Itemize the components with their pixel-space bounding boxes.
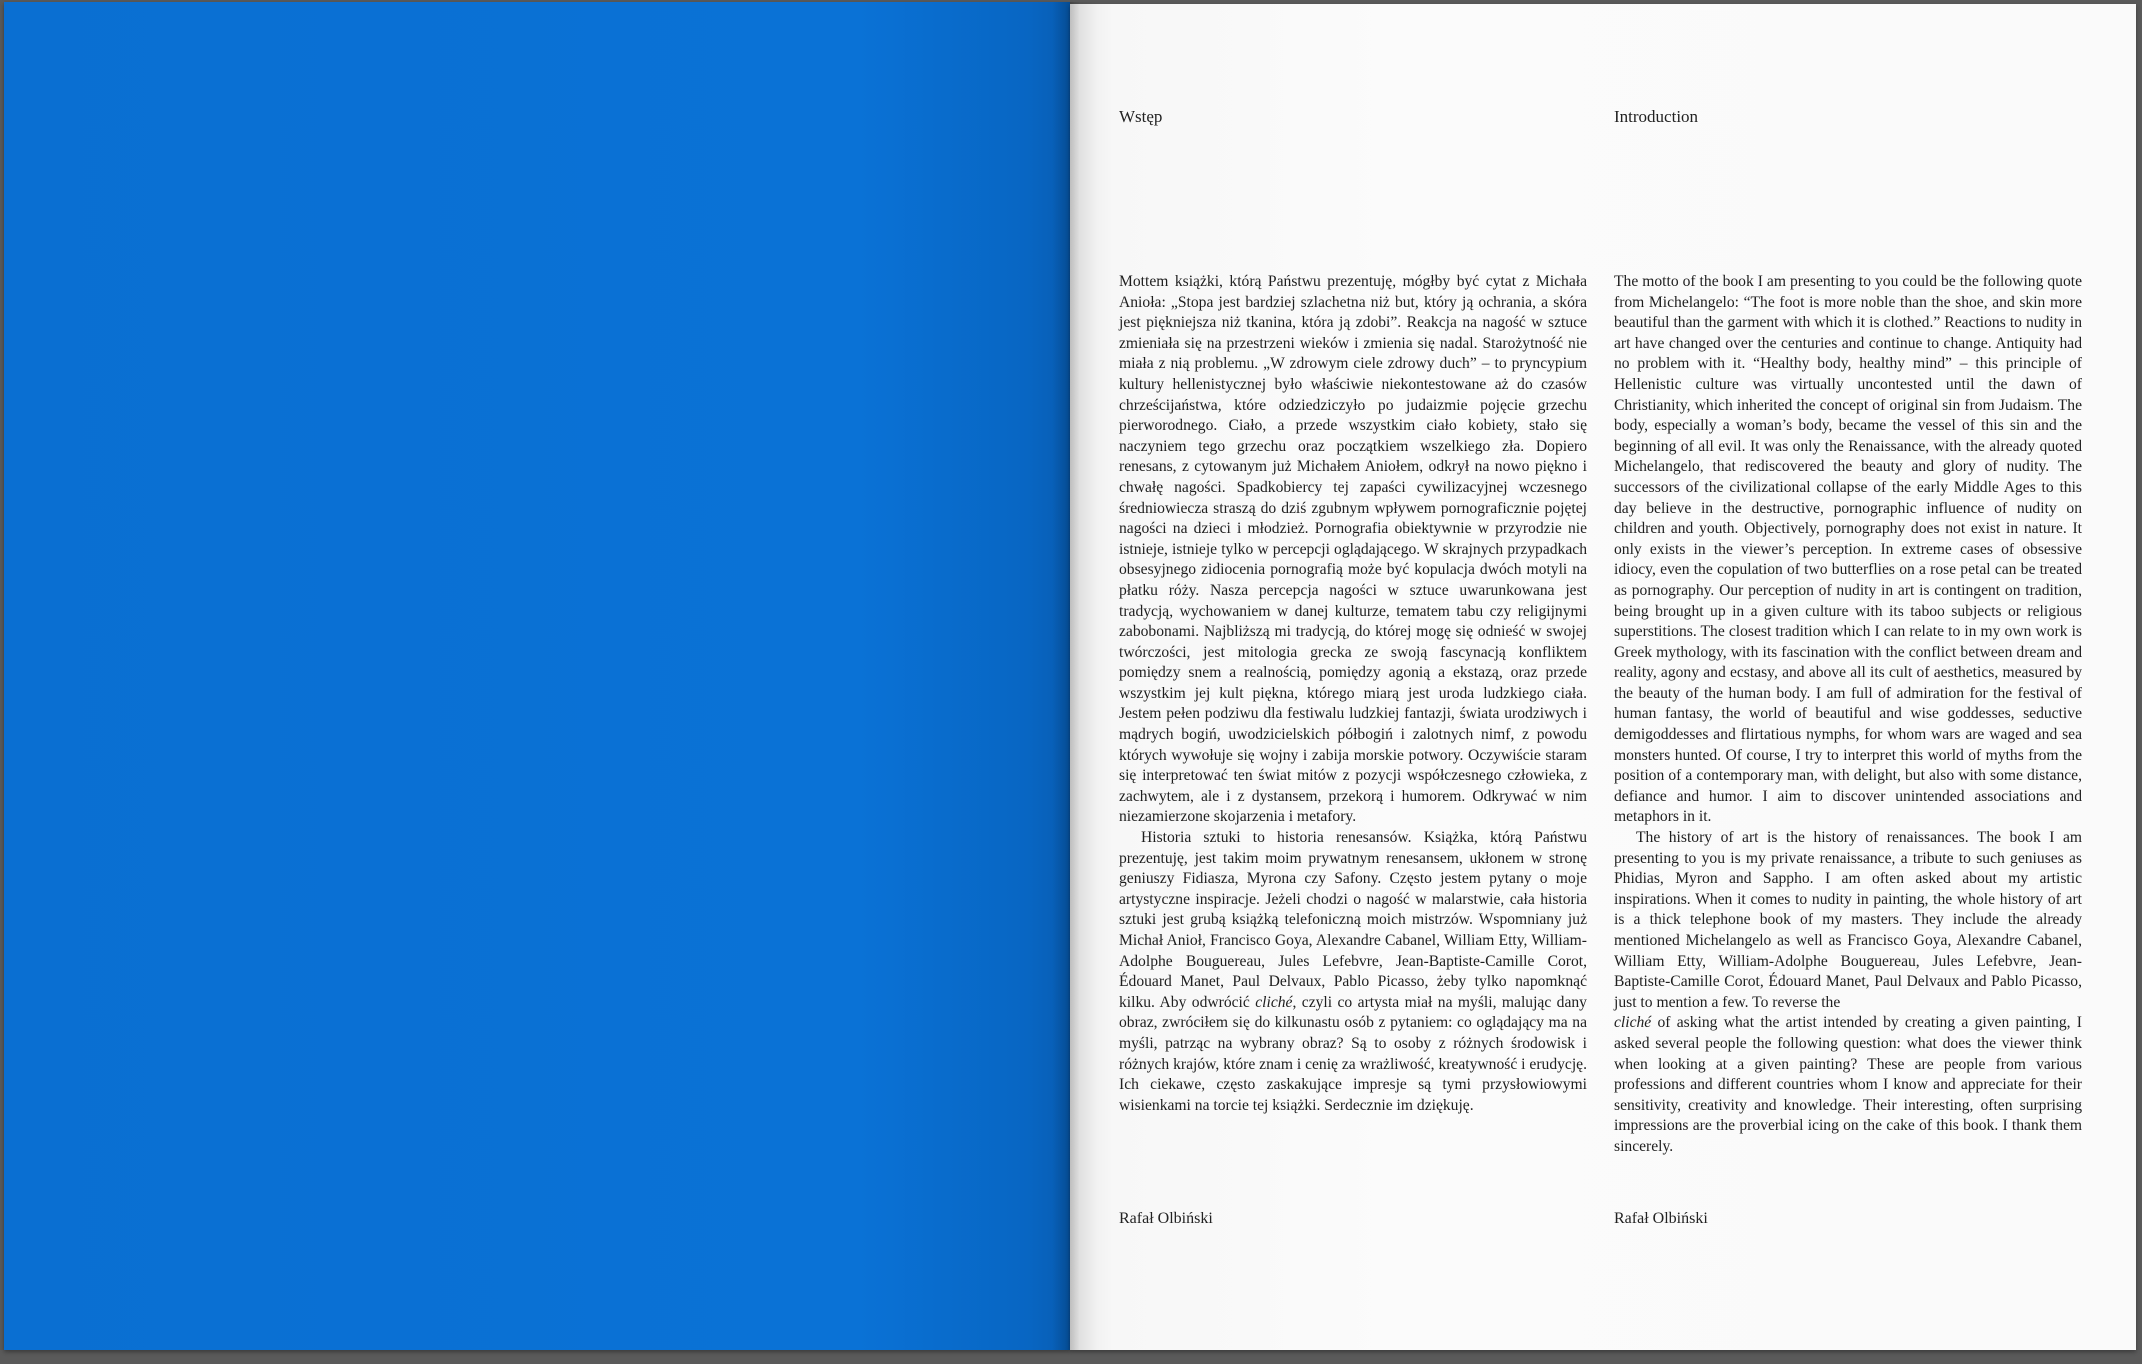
english-paragraph-2-text: The history of art is the history of renaissances. The book I am presenting to you is my private renaissance, a tribute to such geniuses as Phidias, Myron and Sappho. I am often asked about my artistic inspirations. When it comes to nudity in painting, the whole history of art is a thick telephone book of my masters. They include the already mentioned Michelangelo as well as Francisco Goya, Alexandre Cabanel, William Etty, William-Adolphe Bouguereau, Jules Lefebvre, Jean-Baptiste-Camille Corot, Édouard Manet, Paul Delvaux and Pablo Picasso, just to mention a few. To reverse the [1614, 829, 2082, 1011]
polish-paragraph-1: Mottem książki, którą Państwu prezentuję, mógłby być cytat z Michała Anioła: „Stopa jest bardziej szlachetna niż but, który ją ochrania, a skóra jest piękniejsza niż tkanina, która ją zdobi”. Reakcja na nagość w sztuce zmieniała się na przestrzeni wieków i zmienia się nadal. Starożytność nie miała z nią problemu. „W zdrowym ciele zdrowy duch” – to pryncypium kultury hellenistycznej było właściwie niekontestowane aż do czasów chrześcijaństwa, które odziedziczyło po judaizmie pojęcie grzechu pierworodnego. Ciało, a przede wszystkim ciało kobiety, stało się naczyniem tego grzechu oraz początkiem wszelkiego zła. Dopiero renesans, z cytowanym już Michałem Aniołem, odkrył na nowo piękno i chwałę nagości. Spadkobiercy tej zapaści cywilizacyjnej wczesnego średniowiecza straszą do dziś zgubnym wpływem pornograficznie pojętej nagości na dzieci i młodzież. Pornografia obiektywnie w przyrodzie nie istnieje, istnieje tylko w percepcji oglądającego. W skrajnych przypadkach obsesyjnego zidiocenia pornografią może być kopulacja dwóch motyli na płatku róży. Nasza percepcja nagości w sztuce uwarunkowana jest tradycją, wychowaniem w danej kulturze, tematem tabu czy religijnymi zabobonami. Najbliższą mi tradycją, do której mogę się odnieść w swojej twórczości, jest mitologia grecka ze swoją fascynacją konfliktem pomiędzy snem a realnością, pomiędzy agonią a ekstazą, oraz przede wszystkim jej kult piękna, którego miarą jest uroda ludzkiego ciała. Jestem pełen podziwu dla festiwalu ludzkiej fantazji, świata urodziwych i mądrych bogiń, uwodzicielskich półbogiń i zalotnych nimf, z powodu których wywołuje się wojny i zabija morskie potwory. Oczywiście staram się interpretować ten świat mitów z pozycji współczesnego człowieka, z zachwytem, ale i z dystansem, przekorą i humorem. Odkrywać w nim niezamierzone skojarzenia i metafory. [1119, 273, 1587, 826]
english-cliche: cliché [1614, 1014, 1652, 1032]
polish-paragraph-2-text: Historia sztuki to historia renesansów. Książka, którą Państwu prezentuję, jest takim moim prywatnym renesansem, ukłonem w stronę geniuszy Fidiasza, Myrona czy Safony. Często jestem pytany o moje artystyczne inspiracje. Jeżeli chodzi o nagość w malarstwie, cała historia sztuki jest grubą książką telefoniczną moich mistrzów. Wspomniany już Michał Anioł, Francisco Goya, Alexandre Cabanel, William Etty, William-Adolphe Bouguereau, Jules Lefebvre, Jean-Baptiste-Camille Corot, Édouard Manet, Paul Delvaux, Pablo Picasso, żeby tylko napomknąć kilku. Aby odwrócić [1119, 829, 1587, 1011]
left-page-blue [4, 2, 1070, 1350]
english-column [1614, 272, 2082, 1158]
english-paragraph-2 [1614, 828, 2082, 1158]
polish-paragraph-2-tail: , czyli co artysta miał na myśli, malując dany obraz, zwróciłem się do kilkunastu osób z pytaniem: co oglądający ma na myśli, patrząc na wybrany obraz? Są to osoby z różnych środowisk i różnych krajów, które znam i cenię za wrażliwość, kreatywność i erudycję. Ich ciekawe, często zaskakujące impresje są tymi przysłowiowymi wisienkami na torcie tej książki. Serdecznie im dziękuję. [1119, 993, 1587, 1114]
english-signature: Rafał Olbiński [1614, 1210, 1708, 1227]
polish-paragraph-2 [1119, 828, 1587, 1116]
polish-column [1119, 272, 1587, 1116]
english-header: Introduction [1614, 107, 1699, 126]
english-paragraph-1: The motto of the book I am presenting to you could be the following quote from Michelangelo: “The foot is more noble than the shoe, and skin more beautiful than the garment with which it is clothed.” Reactions to nudity in art have changed over the centuries and continue to change. Antiquity had no problem with it. “Healthy body, healthy mind” – this principle of Hellenistic culture was virtually uncontested until the dawn of Christianity, which inherited the concept of original sin from Judaism. The body, especially a woman’s body, became the vessel of this sin and the beginning of all evil. It was only the Renaissance, with the already quoted Michelangelo, that rediscovered the beauty and glory of nudity. The successors of the civilizational collapse of the early Middle Ages to this day believe in the destructive, pornographic influence of nudity on children and youth. Objectively, pornography does not exist in nature. It only exists in the viewer’s perception. In extreme cases of obsessive idiocy, even the copulation of two butterflies on a rose petal can be treated as pornography. Our perception of nudity in art is contingent on tradition, being brought up in a given culture with its taboo subjects or religious superstitions. The closest tradition which I can relate to in my own work is Greek mythology, with its fascination with the conflict between dream and reality, agony and ecstasy, and above all its cult of aesthetics, measured by the beauty of the human body. I am full of admiration for the festival of human fantasy, the world of beautiful and wise goddesses, seductive demigoddesses and flirtatious nymphs, for whom wars are waged and sea monsters hunted. Of course, I try to interpret this world of myths from the position of a contemporary man, with delight, but also with some distance, defiance and humor. I aim to discover unintended associations and metaphors in it. [1614, 273, 2082, 826]
english-paragraph-2-tail: of asking what the artist intended by creating a given painting, I asked several people the following question: what does the viewer think when looking at a given painting? These are people from various professions and different countries whom I know and appreciate for their sensitivity, creativity and knowledge. Their interesting, often surprising impressions are the proverbial icing on the cake of this book. I thank them sincerely. [1614, 1014, 2082, 1155]
polish-signature: Rafał Olbiński [1119, 1210, 1213, 1227]
polish-header: Wstęp [1119, 107, 1163, 126]
polish-cliche: cliché [1255, 993, 1293, 1011]
